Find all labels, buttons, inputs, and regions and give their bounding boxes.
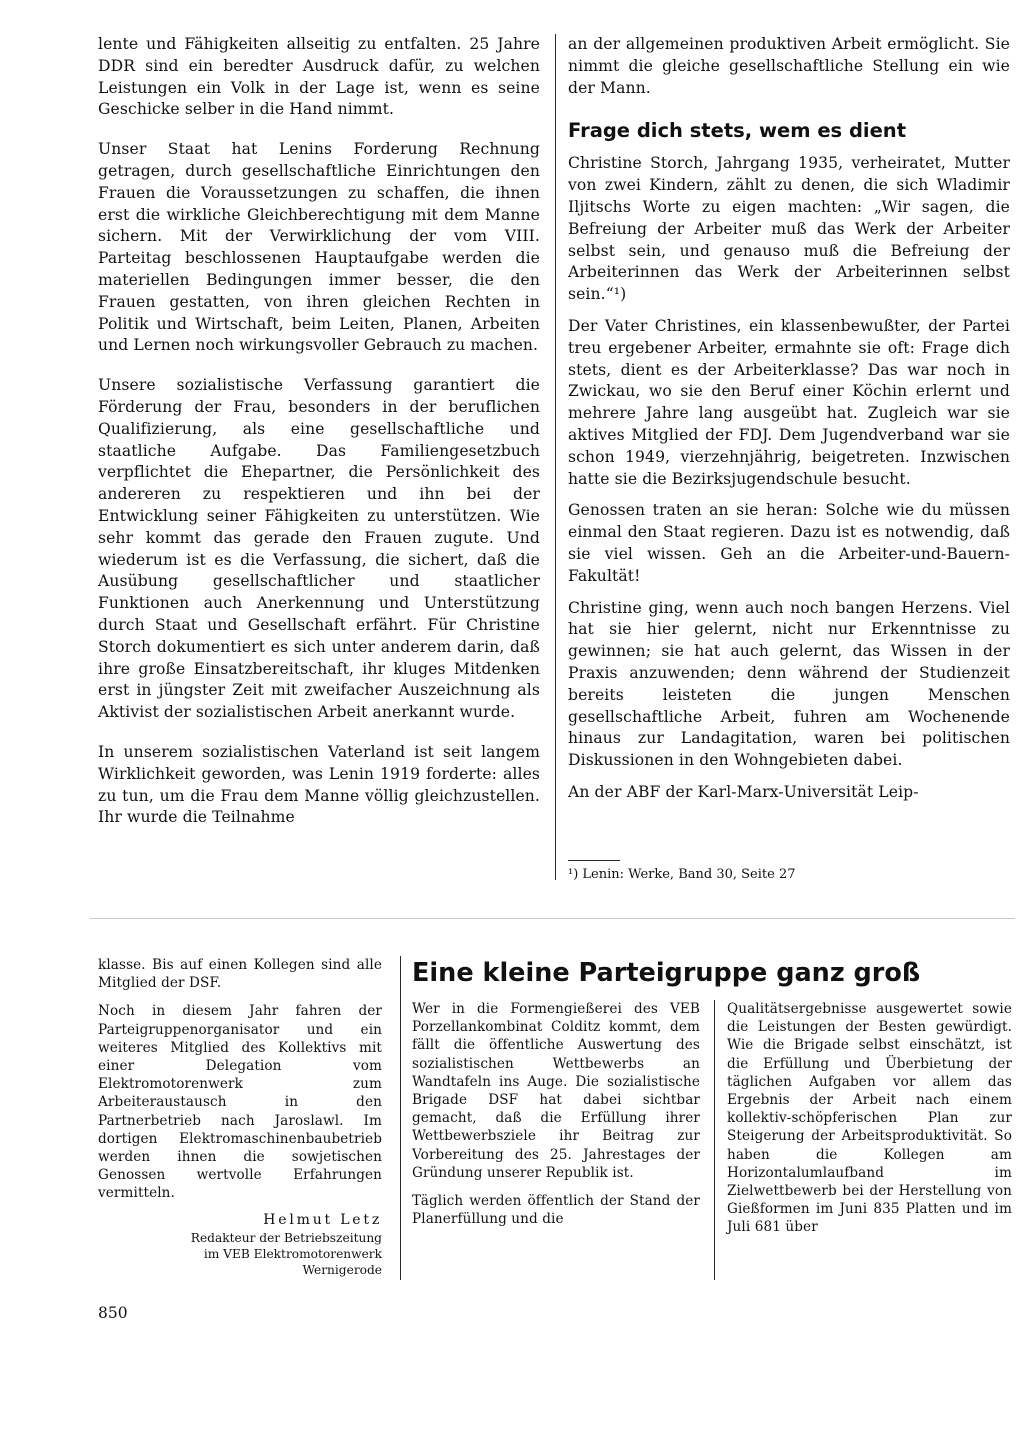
section-heading: Frage dich stets, wem es dient: [568, 119, 907, 143]
author-name: Helmut Letz: [263, 1211, 382, 1228]
body-paragraph: an der allgemeinen produktiven Arbeit ermöglicht. Sie nimmt die gleiche gesellschaftliche Stellung ein wie der Mann.: [568, 35, 1010, 97]
article-title: Eine kleine Parteigruppe ganz groß: [412, 958, 921, 988]
body-paragraph: In unserem sozialistischen Vaterland ist seit langem Wirklichkeit geworden, was Lenin 1919 forderte: alles zu tun, um die Frau dem Manne völlig gleichzustellen. Ihr wurde die Teilnahme: [98, 742, 540, 827]
bottom-left-column: [98, 956, 382, 1278]
footnote-rule: [568, 860, 620, 861]
bottom-middle-column: [412, 1000, 700, 1228]
body-paragraph: Qualitätsergebnisse ausgewertet sowie die Leistungen der Besten gewürdigt. Wie die Brigade selbst einschätzt, ist die Erfüllung und Überbietung der täglichen Aufgaben vor allem das Ergebnis der Arbeit nach einem kollektiv-schöpferischen Plan zur Steigerung der Arbeitsproduktivität. So haben die Kollegen am Horizontalumlaufband im Zielwettbewerb bei der Herstellung von Gießformen im Juni 835 Platten und im Juli 681 über: [727, 1001, 1012, 1236]
body-paragraph: Täglich werden öffentlich der Stand der Planerfüllung und die: [412, 1193, 700, 1228]
column-divider: [555, 34, 556, 880]
bottom-right-column: [727, 1000, 1012, 1237]
author-role: im VEB Elektromotorenwerk: [203, 1246, 382, 1261]
section-separator: [90, 918, 1015, 919]
footnote: ¹) Lenin: Werke, Band 30, Seite 27: [568, 867, 796, 882]
body-paragraph: Unser Staat hat Lenins Forderung Rechnung getragen, durch gesellschaftliche Einrichtungen den Frauen die Voraussetzungen zu schaffen, die ihnen erst die wirkliche Gleichberechtigung mit dem Manne sichern. Mit der Verwirklichung der vom VIII. Parteitag beschlossenen Hauptaufgabe werden die materiellen Bedingungen immer besser, die den Frauen gestatten, von ihren gleichen Rechten in Politik und Wirtschaft, beim Leiten, Planen, Arbeiten und Lernen noch wirkungsvoller Gebrauch zu machen.: [98, 140, 540, 355]
body-paragraph: Der Vater Christines, ein klassenbewußter, der Partei treu ergebener Arbeiter, ermahnte sie oft: Frage dich stets, dient es der Arbeiterklasse? Das war noch in Zwickau, wo sie den Beruf einer Köchin erlernt und mehrere Jahre lang ausgeübt hat. Zugleich war sie aktives Mitglied der FDJ. Dem Jugendverband war sie schon 1949, vierzehnjährig, beigetreten. Inzwischen hatte sie die Bezirksjugendschule besucht.: [568, 316, 1010, 488]
body-paragraph: Christine Storch, Jahrgang 1935, verheiratet, Mutter von zwei Kindern, zählt zu denen, die sich Wladimir Iljitschs Worte zu eigen machten: „Wir sagen, die Befreiung der Arbeiter muß das Werk der Arbeiter selbst sein, und genauso muß die Befreiung der Arbeiterinnen das Werk der Arbeiterinnen selbst sein.“¹): [568, 154, 1010, 304]
body-paragraph: klasse. Bis auf einen Kollegen sind alle Mitglied der DSF.: [98, 957, 382, 992]
top-left-column: [98, 34, 540, 829]
top-right-column: [568, 34, 1010, 804]
body-paragraph: Unsere sozialistische Verfassung garantiert die Förderung der Frau, besonders in der beruflichen Qualifizierung, als eine gesellschaftliche und staatliche Aufgabe. Das Familiengesetzbuch verpflichtet die Ehepartner, die Persönlichkeit des andereren zu respektieren und ihn bei der Entwicklung seiner Fähigkeiten zu unterstützen. Wie sehr kommt das gerade den Frauen zugute. Und wiederum ist es die Verfassung, die sichert, daß die Ausübung gesellschaftlicher und staatlicher Funktionen auch Anerkennung und Unterstützung durch Staat und Gesellschaft erfährt. Für Christine Storch dokumentiert es sich unter anderem darin, daß ihre große Einsatzbereitschaft, ihr kluges Mitdenken erst in jüngster Zeit mit zweifacher Auszeichnung als Aktivist der sozialistischen Arbeit anerkannt wurde.: [98, 376, 540, 722]
column-divider: [714, 1000, 715, 1280]
body-paragraph: Noch in diesem Jahr fahren der Parteigruppenorganisator und ein weiteres Mitglied des Kollektivs mit einer Delegation vom Elektromotorenwerk zum Arbeiteraustausch in den Partnerbetrieb nach Jaroslawl. Im dortigen Elektromaschinenbaubetrieb werden ihnen die sowjetischen Genossen wertvolle Erfahrungen vermitteln.: [98, 1003, 382, 1202]
body-paragraph: Genossen traten an sie heran: Solche wie du müssen einmal den Staat regieren. Dazu ist es notwendig, daß sie viel wissen. Geh an die Arbeiter-und-Bauern-Fakultät!: [568, 501, 1010, 585]
author-role: Wernigerode: [302, 1262, 382, 1277]
body-paragraph: An der ABF der Karl-Marx-Universität Leip-: [568, 782, 919, 801]
body-paragraph: Christine ging, wenn auch noch bangen Herzens. Viel hat sie hier gelernt, nicht nur Erkenntnisse zu gewinnen; sie hat auch gelernt, das Wissen in der Praxis anzuwenden; denn während der Studienzeit bereits leisteten die jungen Menschen gesellschaftliche Arbeit, fuhren am Wochenende hinaus zur Landagitation, waren bei politischen Diskussionen in den Wohngebieten dabei.: [568, 598, 1010, 770]
body-paragraph: Wer in die Formengießerei des VEB Porzellankombinat Colditz kommt, dem fällt die öffentliche Auswertung des sozialistischen Wettbewerbs an Wandtafeln ins Auge. Die sozialistische Brigade DSF hat dabei sichtbar gemacht, daß die Erfüllung ihrer Wettbewerbsziele ihr Beitrag zur Vorbereitung des 25. Jahrestages der Gründung unserer Republik ist.: [412, 1001, 700, 1181]
page-number: 850: [98, 1304, 128, 1322]
author-role: Redakteur der Betriebszeitung: [190, 1230, 382, 1245]
column-divider: [400, 956, 401, 1280]
body-paragraph: lente und Fähigkeiten allseitig zu entfalten. 25 Jahre DDR sind ein beredter Ausdruck dafür, zu welchen Leistungen ein Volk in der Lage ist, wenn es seine Geschicke selber in die Hand nimmt.: [98, 35, 540, 119]
